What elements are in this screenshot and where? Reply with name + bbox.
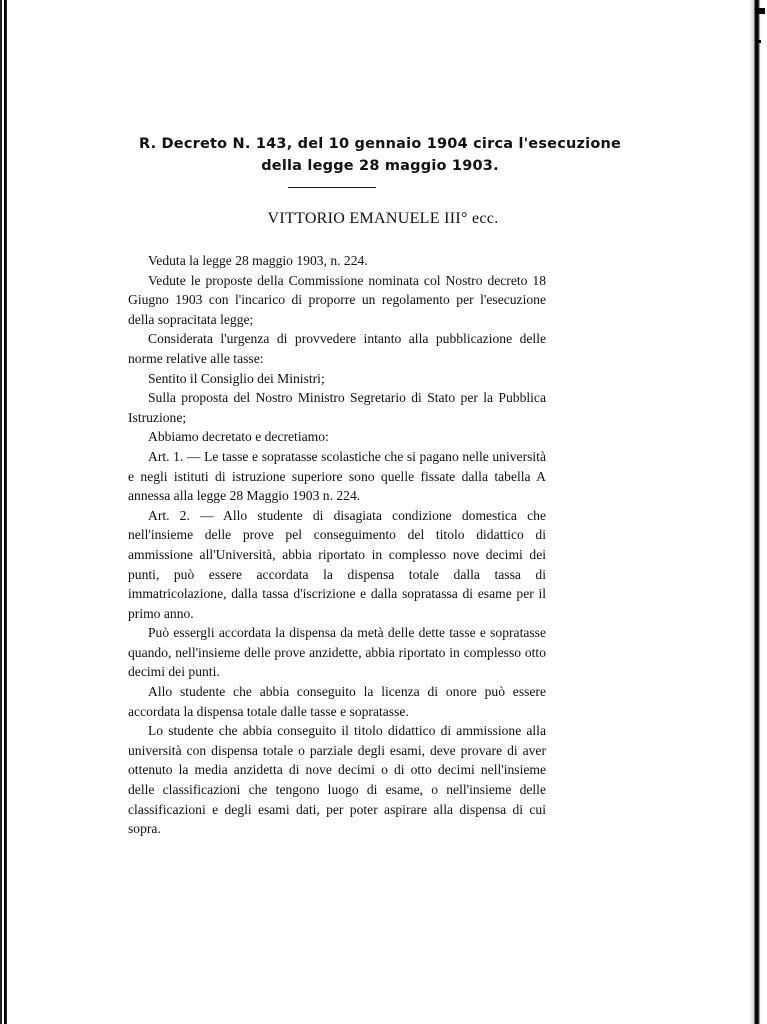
- article-2-paragraph: Lo studente che abbia conseguito il titolo didattico di ammissione alla università con dispensa totale o parziale degli esami, deve provare di aver ottenuto la media anzidetta di nove decimi o di otto decimi nell'insieme delle classificazioni che tengono luogo di esame, o nell'insieme delle classificazioni e degli esami dati, per poter aspirare alla dispensa di cui sopra.: [128, 723, 546, 837]
- preamble-paragraph: Vedute le proposte della Commissione nominata col Nostro decreto 18 Giugno 1903 con l'incarico di proporre un regolamento per l'esecuzione della sopracitata legge;: [128, 272, 546, 327]
- preamble-paragraph: Veduta la legge 28 maggio 1903, n. 224.: [148, 253, 368, 268]
- article-2-paragraph: Può essergli accordata la dispensa da metà delle dette tasse e sopratasse quando, nell'insieme delle prove anzidette, abbia riportato in complesso otto decimi dei punti.: [128, 625, 546, 680]
- scan-speck: [755, 8, 765, 14]
- scan-border-right: [737, 0, 767, 1024]
- decree-heading-line1: R. Decreto N. 143, del 10 gennaio 1904 circa l'esecuzione: [138, 136, 622, 152]
- scan-border-left-outer: [0, 0, 2, 1024]
- preamble-paragraph: Abbiamo decretato e decretiamo:: [148, 429, 329, 445]
- decree-body: [128, 251, 546, 839]
- article-1: Art. 1. — Le tasse e sopratasse scolastiche che si pagano nelle università e negli istituti di istruzione superiore sono quelle fissate dalla tabella A annessa alla legge 28 Maggio 1903 n. 224.: [128, 448, 546, 504]
- article-2-paragraph: Allo studente che abbia conseguito la licenza di onore può essere accordata la dispensa totale dalle tasse e sopratasse.: [128, 684, 546, 719]
- preamble-paragraph: Sentito il Consiglio dei Ministri;: [148, 370, 325, 386]
- preamble-paragraph: Sulla proposta del Nostro Ministro Segretario di Stato per la Pubblica Istruzione;: [128, 390, 546, 425]
- heading-divider: [288, 187, 376, 188]
- preamble-paragraph: Considerata l'urgenza di provvedere intanto alla pubblicazione delle norme relative alle tasse:: [128, 331, 546, 366]
- decree-heading: [100, 133, 660, 177]
- scan-speck: [757, 40, 761, 43]
- article-2: Art. 2. — Allo studente di disagiata condizione domestica che nell'insieme delle prove pel conseguimento del titolo didattico di ammissione all'Università, abbia riportato in complesso nove decimi dei punti, può essere accordata la dispensa totale dalla tassa di immatricolazione, dalla tassa d'iscrizione e dalla sopratassa di esame per il primo anno.: [128, 507, 546, 621]
- decree-heading-line2: della legge 28 maggio 1903.: [261, 158, 499, 174]
- king-title: VITTORIO EMANUELE III° ecc.: [267, 210, 499, 227]
- scan-border-left: [4, 0, 7, 1024]
